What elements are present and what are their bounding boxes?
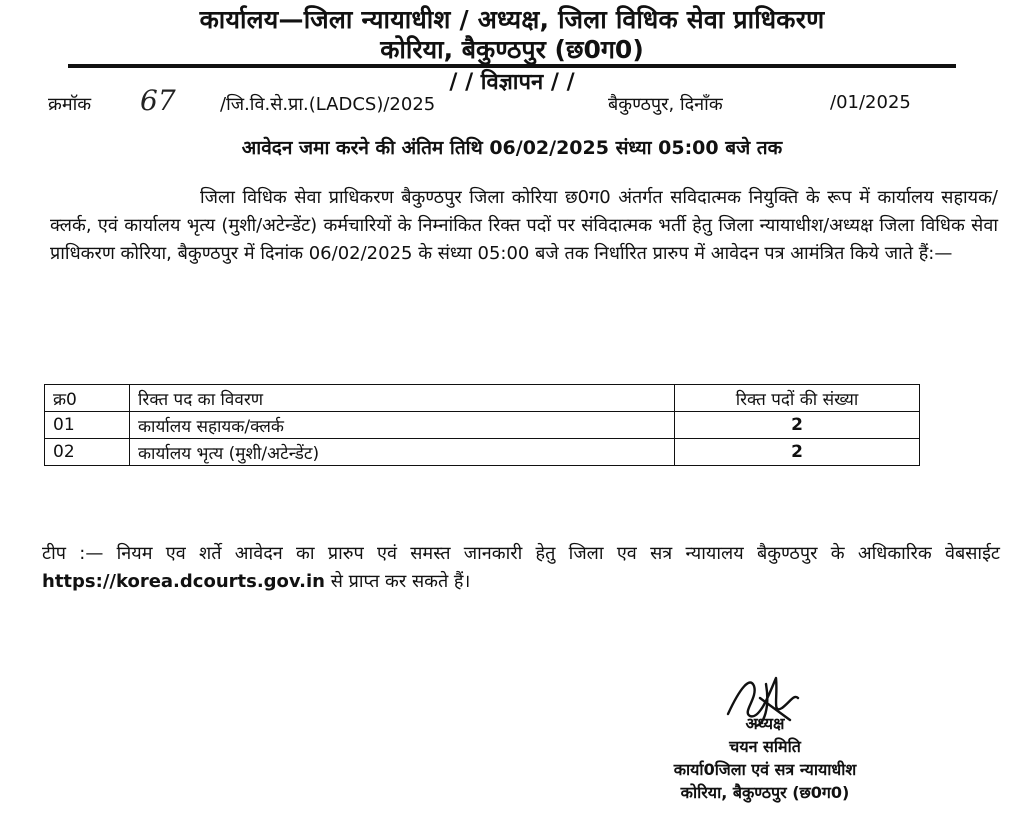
body-paragraph [50, 184, 998, 268]
body-paragraph-text: जिला विधिक सेवा प्राधिकरण बैकुण्ठपुर जिला कोरिया छ0ग0 अंतर्गत सविदात्मक नियुक्ति के रूप में कार्यालय सहायक/क्लर्क, एवं कार्यालय भृत्य (मुशी/अटेन्डेंट) कर्मचारियों के निम्नांकित रिक्त पदों पर संविदात्मक भर्ती हेतु जिला न्यायाधीश/अध्यक्ष जिला विधिक सेवा प्राधिकरण कोरिया, बैकुण्ठपुर में दिनांक 06/02/2025 के संध्या 05:00 बजे तक निर्धारित प्रारुप में आवेदन पत्र आमंत्रित किये जाते हैं:— [50, 187, 998, 264]
note-suffix: से प्राप्त कर सकते हैं। [330, 571, 471, 592]
row-serial: 02 [45, 439, 130, 466]
office-title: कार्यालय—जिला न्यायाधीश / अध्यक्ष, जिला विधिक सेवा प्राधिकरण [199, 5, 825, 34]
reference-date: /01/2025 [830, 92, 911, 113]
signature-block [600, 712, 930, 804]
signatory-role: अध्यक्ष [745, 714, 785, 733]
signatory-office: कार्या0जिला एवं सत्र न्यायाधीश [673, 760, 857, 779]
notice-title: / / विज्ञापन / / [449, 70, 575, 95]
col-serial-header: क्र0 [45, 385, 130, 412]
reference-number: 67 [140, 84, 176, 117]
signatory-location: कोरिया, बैकुण्ठपुर (छ0ग0) [680, 783, 850, 802]
row-count: 2 [675, 412, 920, 439]
website-link[interactable]: https://korea.dcourts.gov.in [42, 571, 325, 592]
row-post: कार्यालय भृत्य (मुशी/अटेन्डेंट) [130, 439, 675, 466]
note-text: टीप :— नियम एव शर्ते आवेदन का प्रारुप एवं समस्त जानकारी हेतु जिला एव सत्र न्यायालय बैकुण्ठपुर के अधिकारिक वेबसाईट [42, 543, 1000, 564]
reference-prefix: क्रमॉक [48, 94, 92, 115]
table-row [45, 439, 920, 466]
table-row [45, 412, 920, 439]
table-header-row [45, 385, 920, 412]
note-paragraph [42, 540, 1000, 596]
row-post: कार्यालय सहायक/क्लर्क [130, 412, 675, 439]
office-location: कोरिया, बैकुण्ठपुर (छ0ग0) [380, 35, 644, 64]
reference-line [48, 84, 958, 117]
row-count: 2 [675, 439, 920, 466]
reference-place: बैकुण्ठपुर, दिनाँक [608, 94, 723, 115]
col-count-header: रिक्त पदों की संख्या [675, 385, 920, 412]
deadline-notice: आवेदन जमा करने की अंतिम तिथि 06/02/2025 संध्या 05:00 बजे तक [241, 137, 783, 159]
col-post-header: रिक्त पद का विवरण [130, 385, 675, 412]
signatory-committee: चयन समिति [729, 737, 801, 756]
row-serial: 01 [45, 412, 130, 439]
reference-code: /जि.वि.से.प्रा.(LADCS)/2025 [220, 94, 436, 115]
vacancy-table [44, 384, 920, 466]
